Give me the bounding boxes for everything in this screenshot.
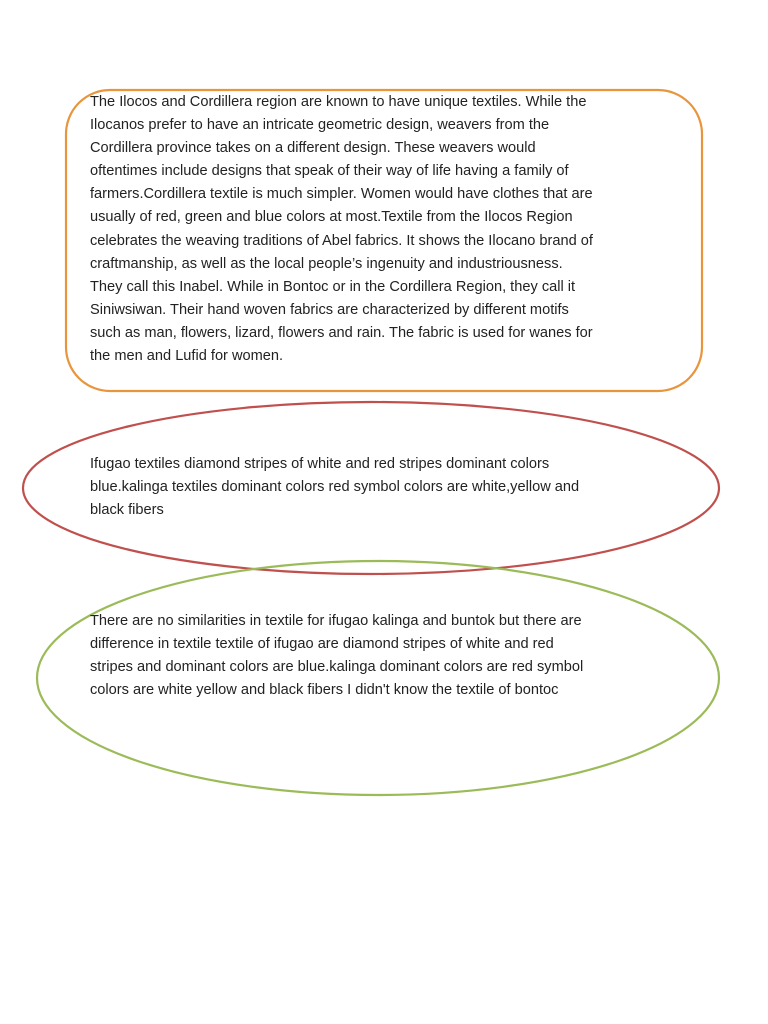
paragraph-line: Ifugao textiles diamond stripes of white and red stripes dominant colors xyxy=(90,456,550,472)
paragraph-line: Ilocanos prefer to have an intricate geometric design, weavers from the xyxy=(90,117,550,134)
paragraph-line: difference in textile textile of ifugao are diamond stripes of white and red xyxy=(90,636,554,653)
paragraph-line: the men and Lufid for women. xyxy=(90,348,284,365)
paragraph-line: Cordillera province takes on a different design. These weavers would xyxy=(90,140,536,157)
ilocos-cordillera-paragraph xyxy=(90,91,593,368)
paragraph-line: They call this Inabel. While in Bontoc or in the Cordillera Region, they call it xyxy=(90,278,576,295)
paragraph-line: blue.kalinga textiles dominant colors red symbol colors are white,yellow and xyxy=(90,479,580,496)
paragraph-line: colors are white yellow and black fibers I didn't know the textile of bontoc xyxy=(90,682,559,699)
paragraph-line: oftentimes include designs that speak of their way of life having a family of xyxy=(90,163,569,180)
paragraph-line: Siniwsiwan. Their hand woven fabrics are characterized by different motifs xyxy=(90,301,569,318)
paragraph-line: There are no similarities in textile for ifugao kalinga and buntok but there are xyxy=(90,613,582,629)
similarities-paragraph xyxy=(90,610,583,702)
paragraph-line: usually of red, green and blue colors at most.Textile from the Ilocos Region xyxy=(90,209,573,226)
paragraph-line: stripes and dominant colors are blue.kalinga dominant colors are red symbol xyxy=(90,659,584,676)
paragraph-line: such as man, flowers, lizard, flowers and rain. The fabric is used for wanes for xyxy=(90,324,593,341)
paragraph-line: celebrates the weaving traditions of Abel fabrics. It shows the Ilocano brand of xyxy=(90,232,593,249)
paragraph-line: farmers.Cordillera textile is much simpler. Women would have clothes that are xyxy=(90,186,593,203)
paragraph-line: black fibers xyxy=(90,502,164,519)
paragraph-line: craftmanship, as well as the local people’s ingenuity and industriousness. xyxy=(90,255,563,272)
ifugao-kalinga-paragraph xyxy=(90,453,579,522)
paragraph-line: The Ilocos and Cordillera region are known to have unique textiles. While the xyxy=(90,94,587,110)
